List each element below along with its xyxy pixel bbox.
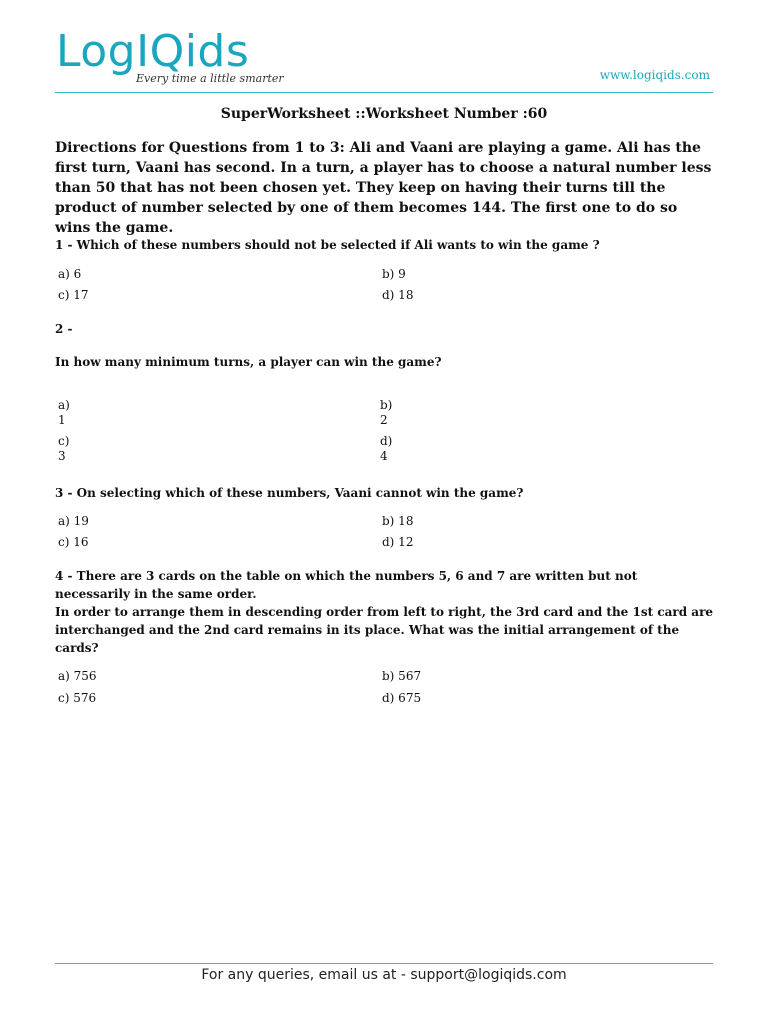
question-4-text-part1: 4 - There are 3 cards on the table on which the numbers 5, 6 and 7 are written but not necessarily in the same order. <box>55 569 638 601</box>
option-letter: a) <box>58 398 70 412</box>
question-2-text: In how many minimum turns, a player can win the game? <box>55 355 442 369</box>
question-2-option-d <box>380 434 440 464</box>
question-2-option-b <box>380 398 440 428</box>
option-letter: c) <box>58 434 70 448</box>
question-1-option-a: a) 6 <box>58 267 82 281</box>
question-3-option-c: c) 16 <box>58 535 89 549</box>
question-4-option-d: d) 675 <box>382 691 422 705</box>
option-value: 1 <box>58 413 66 427</box>
footer-divider <box>55 963 713 964</box>
directions-text: Directions for Questions from 1 to 3: Ali and Vaani are playing a game. Ali has the first turn, Vaani has second. In a turn, a player has to choose a natural number less than 50 that has not been chosen yet. They keep on having their turns till the product of number selected by one of them becomes 144. The first one to do so wins the game. <box>55 140 712 236</box>
footer-contact: For any queries, email us at - support@logiqids.com <box>201 967 567 983</box>
question-3-option-d: d) 12 <box>382 535 414 549</box>
option-value: 2 <box>380 413 388 427</box>
question-1-text: 1 - Which of these numbers should not be selected if Ali wants to win the game ? <box>55 238 600 252</box>
logo <box>56 26 284 85</box>
question-1-option-b: b) 9 <box>382 267 406 281</box>
question-2-number: 2 - <box>55 322 73 336</box>
question-2-option-c <box>58 434 118 464</box>
header-divider <box>55 92 713 93</box>
question-4-option-b: b) 567 <box>382 669 422 683</box>
option-value: 3 <box>58 449 66 463</box>
question-3-text: 3 - On selecting which of these numbers, Vaani cannot win the game? <box>55 486 524 500</box>
question-4-text-part2: In order to arrange them in descending order from left to right, the 3rd card and the 1st card are interchanged and the 2nd card remains in its place. What was the initial arrangement of the cards? <box>55 605 714 655</box>
question-3-option-b: b) 18 <box>382 514 414 528</box>
question-4-option-c: c) 576 <box>58 691 97 705</box>
option-letter: b) <box>380 398 393 412</box>
logo-tagline: Every time a little smarter <box>136 72 284 85</box>
logo-wordmark: LogIQids <box>56 26 250 77</box>
worksheet-title: SuperWorksheet ::Worksheet Number :60 <box>220 106 548 122</box>
question-3-option-a: a) 19 <box>58 514 89 528</box>
option-letter: d) <box>380 434 393 448</box>
question-2-option-a <box>58 398 118 428</box>
question-1-option-d: d) 18 <box>382 288 414 302</box>
question-1-option-c: c) 17 <box>58 288 89 302</box>
option-value: 4 <box>380 449 388 463</box>
question-4-option-a: a) 756 <box>58 669 97 683</box>
site-url-link[interactable]: www.logiqids.com <box>599 68 710 82</box>
